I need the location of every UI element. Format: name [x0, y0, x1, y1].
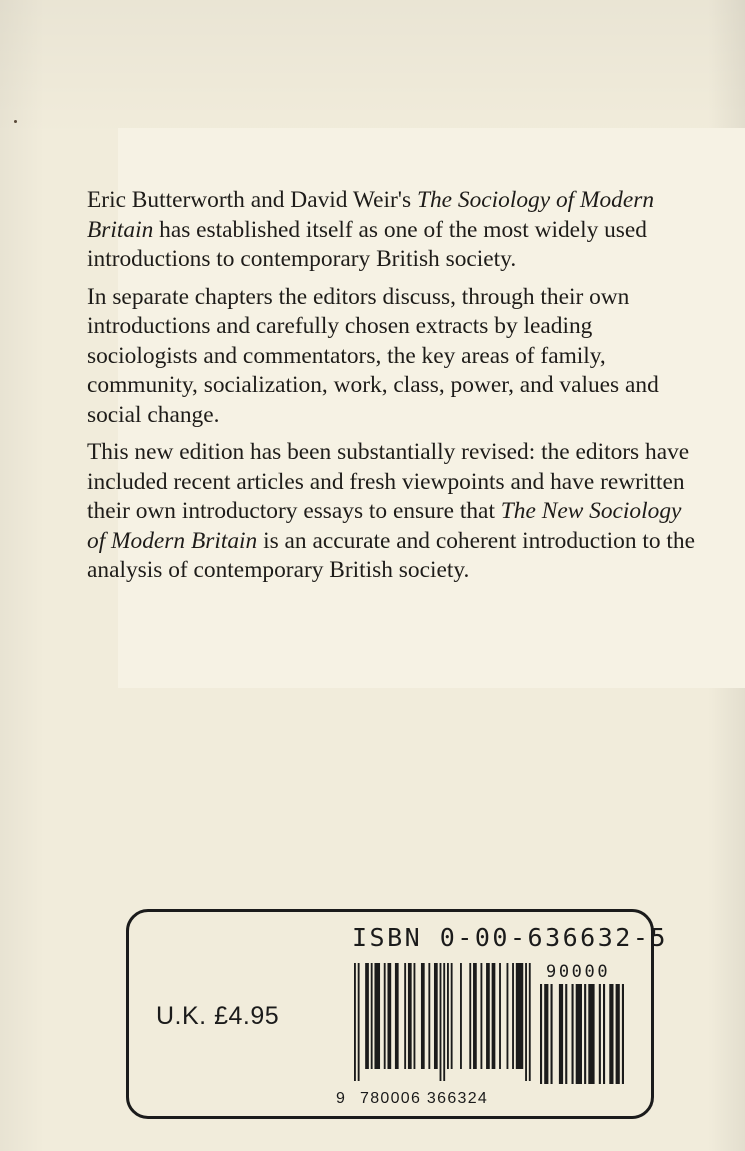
barcode-bar — [616, 984, 620, 1084]
barcode-bar — [408, 963, 412, 1069]
barcode-bar — [516, 963, 523, 1069]
barcode-bar — [529, 963, 531, 1081]
ean-first-digit: 9 — [336, 1090, 345, 1107]
barcode-bar — [584, 984, 586, 1084]
barcode-bar — [365, 963, 369, 1069]
barcode-bar — [358, 963, 360, 1081]
barcode-bar — [512, 963, 514, 1069]
barcode-bar — [447, 963, 449, 1069]
barcode-bar — [525, 963, 527, 1081]
barcode-bar — [603, 984, 605, 1084]
barcode-bar — [572, 984, 574, 1084]
barcode-bar — [565, 984, 567, 1084]
barcode-bar — [371, 963, 373, 1069]
barcode-bar — [451, 963, 453, 1069]
barcode-bar — [434, 963, 438, 1069]
barcode-bar — [540, 984, 542, 1084]
paper-speck — [14, 120, 17, 123]
barcode-bar — [428, 963, 430, 1069]
barcode-bar — [421, 963, 425, 1069]
barcode-bar — [499, 963, 501, 1069]
price-label: U.K. £4.95 — [156, 1002, 280, 1030]
barcode-bar — [460, 963, 462, 1069]
blurb-paragraph-1: Eric Butterworth and David Weir's The Sociology of Modern Britain has established itself as one of the most widely used introductions to contemporary British society. — [87, 187, 655, 272]
barcode-bar — [469, 963, 471, 1069]
new-book-title-italic: The New Sociology of Modern Britain — [87, 498, 682, 554]
barcode-bar — [440, 963, 442, 1081]
barcode-bar — [576, 984, 582, 1084]
blurb — [87, 186, 697, 594]
barcode-bar — [404, 963, 406, 1069]
barcode-bar — [559, 984, 563, 1084]
barcode-bar — [486, 963, 490, 1069]
barcode-bar — [507, 963, 509, 1069]
barcode-bar — [551, 984, 553, 1084]
addon-number: 90000 — [546, 962, 611, 982]
barcode-bar — [384, 963, 386, 1069]
blurb-paragraph-2: In separate chapters the editors discuss, through their own introductions and carefully chosen extracts by leading sociologists and commentators, the key areas of family, community, socialization, work, class, power, and values and social change. — [87, 283, 659, 428]
barcode-bar — [622, 984, 624, 1084]
barcode-bar — [354, 963, 356, 1081]
blurb-paragraph-3: This new edition has been substantially revised: the editors have included recent articles and fresh viewpoints and have rewritten their own introductory essays to ensure that The New Sociology of Modern Britain is an accurate and coherent introduction to the analysis of contemporary British society. — [87, 439, 695, 583]
barcode-bar — [480, 963, 482, 1069]
ean-barcode — [354, 963, 532, 1083]
addon-barcode — [540, 984, 628, 1084]
barcode-bar — [443, 963, 445, 1081]
barcode-bar — [544, 984, 548, 1084]
barcode-bar — [387, 963, 391, 1069]
barcode-bar — [414, 963, 416, 1069]
barcode-bar — [473, 963, 477, 1069]
ean-digits: 780006 366324 — [360, 1090, 489, 1107]
barcode-bar — [588, 984, 594, 1084]
barcode-bar — [374, 963, 380, 1069]
barcode-bar — [395, 963, 399, 1069]
isbn-label: ISBN 0-00-636632-5 — [352, 923, 668, 952]
barcode-bar — [599, 984, 601, 1084]
barcode-bar — [609, 984, 613, 1084]
book-title-italic: The Sociology of Modern Britain — [87, 187, 655, 243]
barcode-bar — [492, 963, 496, 1069]
